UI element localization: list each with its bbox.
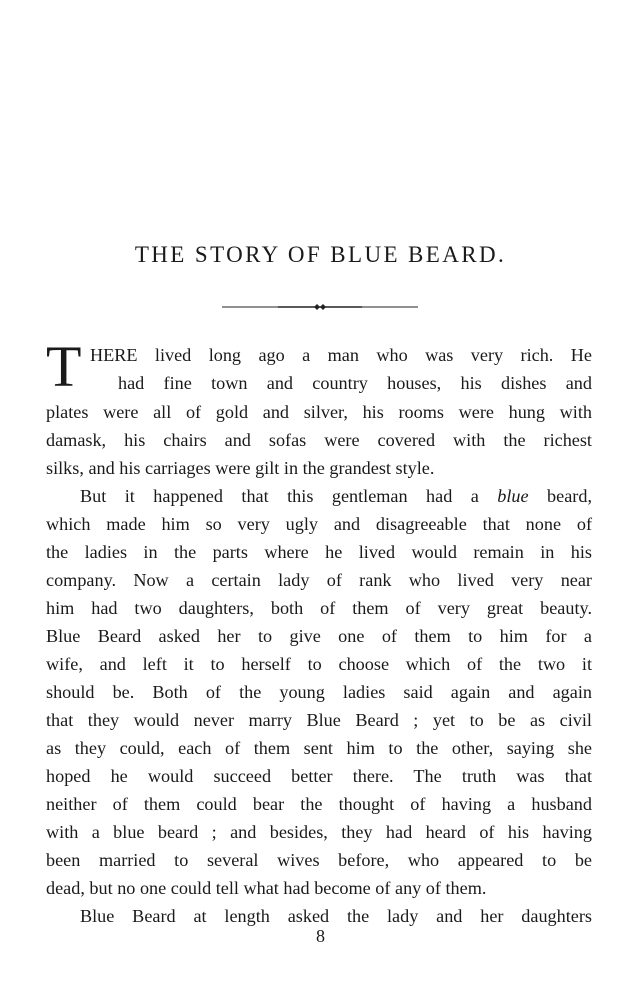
text-line: dead, but no one could tell what had become of any of them. — [46, 878, 487, 898]
text-line: which made him so very ugly and disagreeable that none of — [46, 514, 592, 534]
story-title: THE STORY OF BLUE BEARD. — [134, 242, 507, 267]
text-line: him had two daughters, both of them of very great beauty. — [46, 598, 592, 618]
text-line — [80, 486, 592, 506]
drop-cap: T — [46, 334, 82, 399]
text-line: the ladies in the parts where he lived would remain in his — [46, 542, 592, 562]
text-line: with a blue beard ; and besides, they had heard of his having — [46, 822, 592, 842]
text-line: should be. Both of the young ladies said again and again — [46, 682, 592, 702]
text-line: plates were all of gold and silver, his rooms were hung with — [46, 402, 592, 422]
text-line: been married to several wives before, who appeared to be — [46, 850, 592, 870]
text-line: Blue Beard at length asked the lady and her daughters — [80, 906, 592, 926]
text-line: as they could, each of them sent him to the other, saying she — [46, 738, 592, 758]
text-line: silks, and his carriages were gilt in the grandest style. — [46, 458, 435, 478]
text-line: had fine town and country houses, his dishes and — [118, 373, 592, 393]
page-number: 8 — [316, 926, 325, 946]
text-line: neither of them could bear the thought of having a husband — [46, 794, 592, 814]
text-line: company. Now a certain lady of rank who lived very near — [46, 570, 592, 590]
emphasis-text: blue — [497, 486, 529, 506]
text-line: HERE lived long ago a man who was very rich. He — [90, 345, 592, 365]
rule-ornament-icon — [222, 300, 418, 314]
text-line: Blue Beard asked her to give one of them to him for a — [46, 626, 592, 646]
text-line: damask, his chairs and sofas were covered with the richest — [46, 430, 592, 450]
text-line: hoped he would succeed better there. The truth was that — [46, 766, 592, 786]
text-line-content: But it happened that this gentleman had a blue beard, — [80, 486, 592, 506]
text-line: wife, and left it to herself to choose which of the two it — [46, 654, 592, 674]
text-line: that they would never marry Blue Beard ; yet to be as civil — [46, 710, 592, 730]
